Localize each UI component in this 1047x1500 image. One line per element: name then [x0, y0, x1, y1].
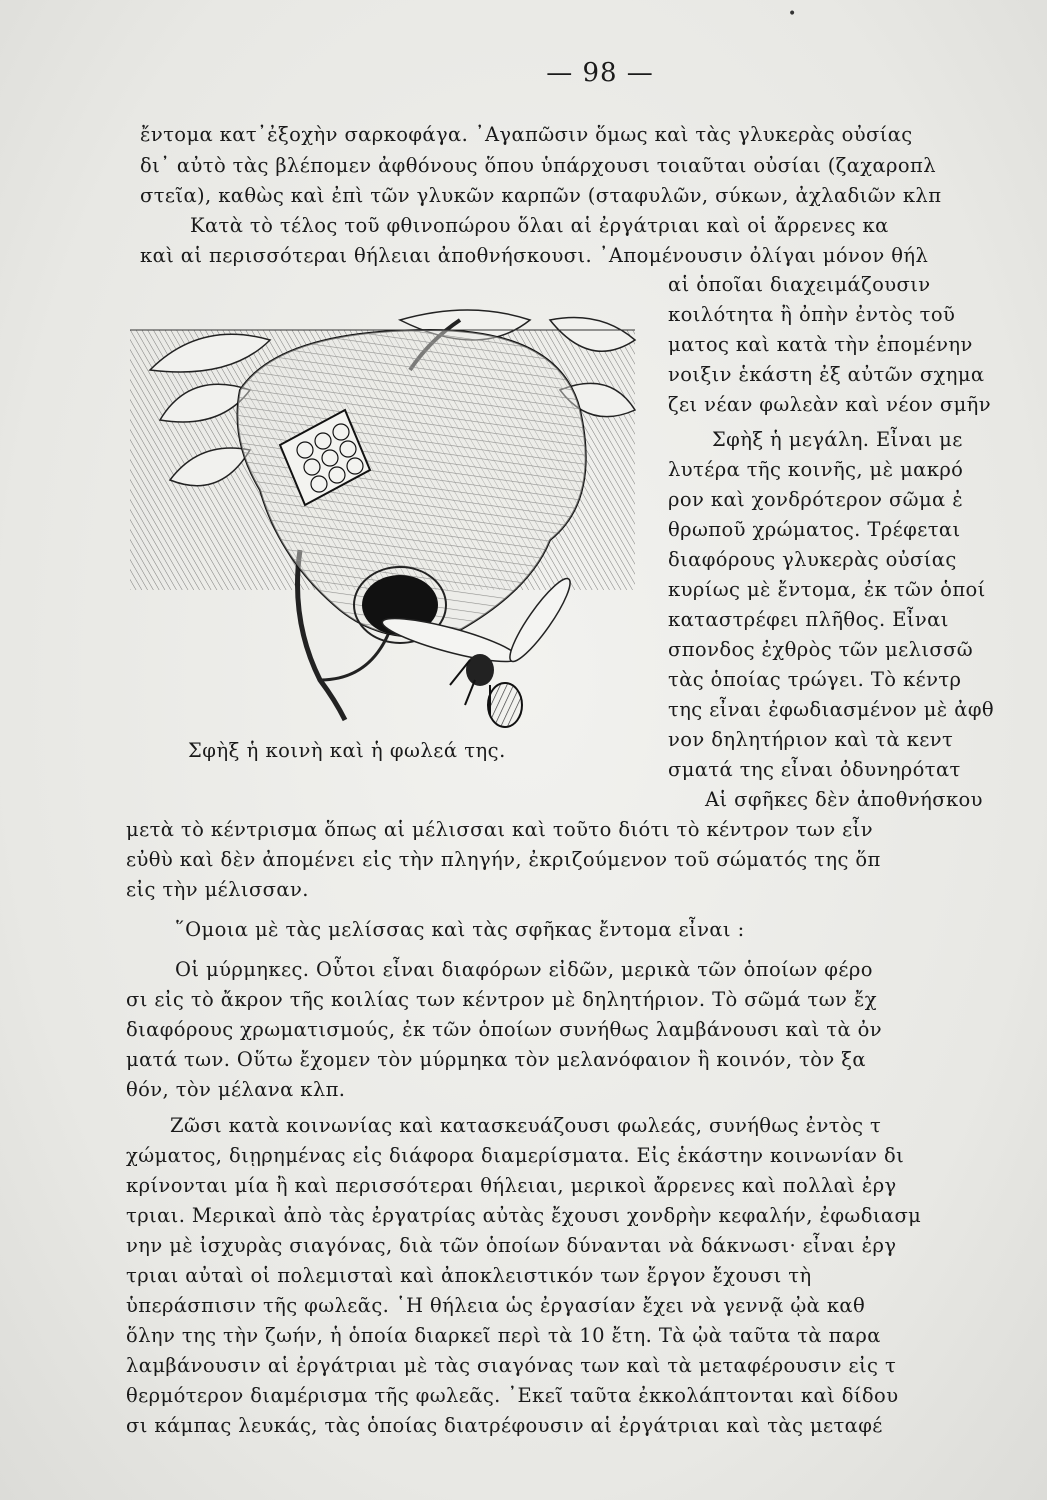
body-line: εὐθὺ καὶ δὲν ἀπομένει εἰς τὴν πληγήν, ἐκριζούμενον τοῦ σώματός της ὅπ: [126, 848, 881, 871]
body-line: λαμβάνουσιν αἱ ἐργάτριαι μὲ τὰς σιαγόνας των καὶ τὰ μεταφέρουσιν εἰς τ: [126, 1354, 897, 1377]
body-line: χώματος, διῃρημένας εἰς διάφορα διαμερίσματα. Εἰς ἑκάστην κοινωνίαν δι: [126, 1144, 905, 1167]
paragraph-start-line: Ζῶσι κατὰ κοινωνίας καὶ κατασκευάζουσι φωλεάς, συνήθως ἐντὸς τ: [170, 1114, 882, 1137]
body-line: δι᾽ αὐτὸ τὰς βλέπομεν ἀφθόνους ὅπου ὑπάρχουσι τοιαῦται οὐσίαι (ζαχαροπλ: [140, 154, 937, 177]
page-number: — 98 —: [546, 58, 654, 88]
body-line: σι εἰς τὸ ἄκρον τῆς κοιλίας των κέντρον μὲ δηλητήριον. Τὸ σῶμά των ἔχ: [126, 988, 877, 1011]
right-column-line: κοιλότητα ἢ ὀπὴν ἐντὸς τοῦ: [668, 303, 956, 326]
body-line: ματά των. Οὕτω ἔχομεν τὸν μύρμηκα τὸν μελανόφαιον ἢ κοινόν, τὸν ξα: [126, 1048, 866, 1071]
body-line: ὑπεράσπισιν τῆς φωλεᾶς. ῾Η θήλεια ὡς ἐργασίαν ἔχει νὰ γεννᾷ ᾠὰ καθ: [126, 1294, 866, 1317]
right-column-line: νον δηλητήριον καὶ τὰ κεντ: [668, 728, 954, 751]
paragraph-start-line: Κατὰ τὸ τέλος τοῦ φθινοπώρου ὅλαι αἱ ἐργάτριαι καὶ οἱ ἄρρενες κα: [190, 214, 889, 237]
right-column-line: σπονδος ἐχθρὸς τῶν μελισσῶ: [668, 638, 974, 661]
body-line: καὶ αἱ περισσότεραι θήλειαι ἀποθνήσκουσι. ᾽Απομένουσιν ὀλίγαι μόνον θήλ: [140, 244, 929, 267]
right-column-line: διαφόρους γλυκερὰς οὐσίας: [668, 548, 957, 571]
right-column-line: ρον καὶ χονδρότερον σῶμα ἐ: [668, 488, 964, 511]
body-line: μετὰ τὸ κέντρισμα ὅπως αἱ μέλισσαι καὶ τοῦτο διότι τὸ κέντρον των εἶν: [126, 818, 873, 841]
wasp-nest-figure: [130, 300, 642, 730]
paragraph-start-line: Οἱ μύρμηκες. Οὗτοι εἶναι διαφόρων εἰδῶν, μερικὰ τῶν ὁποίων φέρο: [175, 958, 873, 981]
body-line: τριαι. Μερικαὶ ἀπὸ τὰς ἐργατρίας αὐτὰς ἔχουσι χονδρὴν κεφαλήν, ἐφωδιασμ: [126, 1204, 922, 1227]
right-column-paragraph-start: Σφὴξ ἡ μεγάλη. Εἶναι με: [712, 428, 963, 451]
body-line: σι κάμπας λευκάς, τὰς ὁποίας διατρέφουσιν αἱ ἐργάτριαι καὶ τὰς μεταφέ: [126, 1414, 883, 1437]
right-column-line: θρωποῦ χρώματος. Τρέφεται: [668, 518, 961, 541]
right-column-line: καταστρέφει πλῆθος. Εἶναι: [668, 608, 949, 631]
figure-caption: Σφὴξ ἡ κοινὴ καὶ ἡ φωλεά της.: [188, 739, 506, 762]
body-line: τριαι αὐταὶ οἱ πολεμισταὶ καὶ ἀποκλειστικόν των ἔργον ἔχουσι τὴ: [126, 1264, 812, 1287]
right-column-line: της εἶναι ἐφωδιασμένον μὲ ἀφθ: [668, 698, 995, 721]
right-column-line: λυτέρα τῆς κοινῆς, μὲ μακρό: [668, 458, 964, 481]
body-line: διαφόρους χρωματισμούς, ἐκ τῶν ὁποίων συνήθως λαμβάνουσι καὶ τὰ ὀν: [126, 1018, 883, 1041]
body-line: εἰς τὴν μέλισσαν.: [126, 878, 309, 901]
body-line: κρίνονται μία ἢ καὶ περισσότεραι θήλειαι, μερικοὶ ἄρρενες καὶ πολλαὶ ἐργ: [126, 1174, 897, 1197]
right-column-line: τὰς ὁποίας τρώγει. Τὸ κέντρ: [668, 668, 962, 691]
body-line: νην μὲ ἰσχυρὰς σιαγόνας, διὰ τῶν ὁποίων δύνανται νὰ δάκνωσι· εἶναι ἐργ: [126, 1234, 897, 1257]
right-column-line: νοιξιν ἑκάστη ἐξ αὐτῶν σχημα: [668, 363, 985, 386]
body-line: ἔντομα κατ᾽ἐξοχὴν σαρκοφάγα. ᾽Αγαπῶσιν ὅμως καὶ τὰς γλυκερὰς οὐσίας: [140, 123, 913, 146]
right-column-paragraph-start: Αἱ σφῆκες δὲν ἀποθνήσκου: [705, 788, 983, 811]
stray-mark: •: [788, 6, 797, 22]
paragraph-start-line: ῞Ομοια μὲ τὰς μελίσσας καὶ τὰς σφῆκας ἔντομα εἶναι :: [175, 918, 745, 941]
right-column-line: αἱ ὁποῖαι διαχειμάζουσιν: [668, 273, 931, 296]
body-line: θόν, τὸν μέλανα κλπ.: [126, 1078, 346, 1101]
body-line: θερμότερον διαμέρισμα τῆς φωλεᾶς. ᾽Εκεῖ ταῦτα ἐκκολάπτονται καὶ δίδου: [126, 1384, 899, 1407]
right-column-line: ματος καὶ κατὰ τὴν ἐπομένην: [668, 333, 973, 356]
body-line: ὅλην της τὴν ζωήν, ἡ ὁποία διαρκεῖ περὶ τὰ 10 ἔτη. Τὰ ᾠὰ ταῦτα τὰ παρα: [126, 1324, 881, 1347]
right-column-line: ζει νέαν φωλεὰν καὶ νέον σμῆν: [668, 393, 991, 416]
body-line: στεῖα), καθὼς καὶ ἐπὶ τῶν γλυκῶν καρπῶν (σταφυλῶν, σύκων, ἀχλαδιῶν κλπ: [140, 184, 942, 207]
right-column-line: κυρίως μὲ ἔντομα, ἐκ τῶν ὁποί: [668, 578, 986, 601]
right-column-line: σματά της εἶναι ὀδυνηρότατ: [668, 758, 961, 781]
